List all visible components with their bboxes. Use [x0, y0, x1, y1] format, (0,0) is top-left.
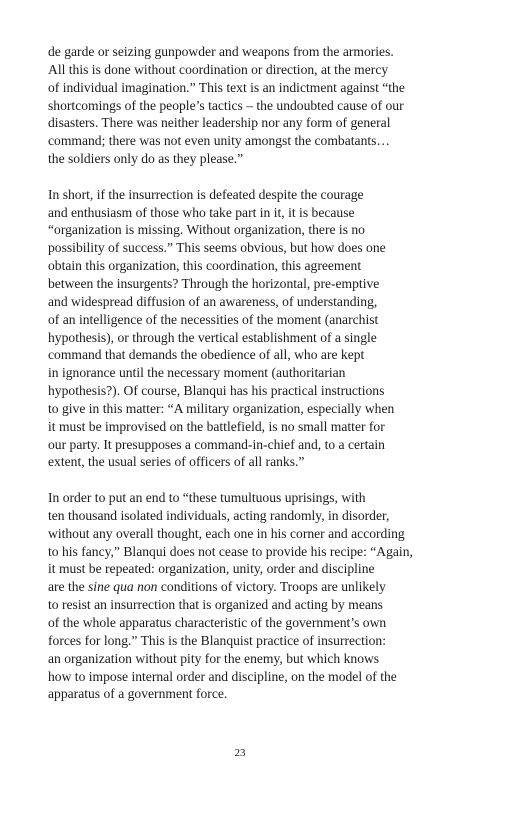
text-segment: hypothesis?). Of course, Blanqui has his practical instructions	[48, 383, 385, 399]
text-segment: All this is done without coordination or direction, at the mercy	[48, 61, 389, 77]
text-line	[48, 364, 438, 382]
text-segment: to resist an insurrection that is organized and acting by means	[48, 597, 383, 613]
text-segment: extent, the usual series of officers of all ranks.”	[48, 454, 305, 470]
text-line	[48, 204, 438, 222]
text-segment: apparatus of a government force.	[48, 686, 228, 702]
text-segment: in ignorance until the necessary moment (authoritarian	[48, 365, 346, 381]
text-line	[48, 97, 438, 115]
text-segment: command that demands the obedience of all, who are kept	[48, 347, 365, 363]
text-line	[48, 311, 438, 329]
text-line	[48, 507, 438, 525]
text-segment: and enthusiasm of those who take part in it, it is because	[48, 204, 355, 220]
text-segment: obtain this organization, this coordination, this agreement	[48, 258, 362, 274]
text-segment: it must be improvised on the battlefield, is no small matter for	[48, 418, 385, 434]
text-segment: “organization is missing. Without organization, there is no	[48, 222, 365, 238]
paragraph-gap	[48, 168, 438, 186]
text-line	[48, 525, 438, 543]
text-segment: of an intelligence of the necessities of the moment (anarchist	[48, 311, 379, 327]
text-segment: forces for long.” This is the Blanquist practice of insurrection:	[48, 632, 386, 648]
text-line	[48, 489, 438, 507]
paragraph-gap	[48, 471, 438, 489]
text-line	[48, 578, 438, 596]
text-line	[48, 685, 438, 703]
text-segment: de garde or seizing gunpowder and weapons from the armories.	[48, 44, 394, 59]
text-segment: command; there was not even unity amongst the combatants…	[48, 133, 391, 149]
text-line	[48, 257, 438, 275]
text-segment: are the	[48, 579, 88, 595]
text-segment: and widespread diffusion of an awareness, of understanding,	[48, 293, 378, 309]
text-line	[48, 596, 438, 614]
page-number: 23	[234, 747, 246, 759]
text-segment: ten thousand isolated individuals, acting randomly, in disorder,	[48, 507, 390, 523]
text-segment: possibility of success.” This seems obvious, but how does one	[48, 240, 386, 256]
text-segment: of individual imagination.” This text is an indictment against “the	[48, 79, 405, 95]
text-line	[48, 43, 438, 61]
text-line	[48, 239, 438, 257]
text-line	[48, 150, 438, 168]
text-line	[48, 650, 438, 668]
text-segment: to give in this matter: “A military organization, especially when	[48, 400, 395, 416]
text-segment: In short, if the insurrection is defeated despite the courage	[48, 186, 364, 202]
page-body	[48, 43, 438, 703]
text-line	[48, 668, 438, 686]
italic-text: sine qua non	[88, 579, 158, 595]
paragraph	[48, 489, 438, 703]
text-column	[48, 43, 438, 703]
text-line	[48, 186, 438, 204]
text-segment: an organization without pity for the enemy, but which knows	[48, 650, 380, 666]
text-line	[48, 436, 438, 454]
text-line	[48, 114, 438, 132]
text-line	[48, 221, 438, 239]
text-line	[48, 418, 438, 436]
paragraph	[48, 186, 438, 472]
text-segment: how to impose internal order and discipline, on the model of the	[48, 668, 397, 684]
text-line	[48, 560, 438, 578]
text-line	[48, 400, 438, 418]
text-segment: In order to put an end to “these tumultuous uprisings, with	[48, 490, 366, 506]
text-segment: between the insurgents? Through the horizontal, pre-emptive	[48, 275, 380, 291]
text-line	[48, 132, 438, 150]
text-segment: of the whole apparatus characteristic of the government’s own	[48, 615, 387, 630]
text-line	[48, 346, 438, 364]
text-line	[48, 329, 438, 347]
text-segment: our party. It presupposes a command-in-chief and, to a certain	[48, 436, 385, 452]
text-line	[48, 382, 438, 400]
text-segment: it must be repeated: organization, unity, order and discipline	[48, 561, 375, 577]
text-segment: disasters. There was neither leadership nor any form of general	[48, 115, 391, 131]
text-line	[48, 275, 438, 293]
text-line	[48, 61, 438, 79]
text-line	[48, 453, 438, 471]
text-line	[48, 614, 438, 632]
text-line	[48, 543, 438, 561]
text-segment: shortcomings of the people’s tactics – the undoubted cause of our	[48, 97, 404, 113]
paragraph	[48, 43, 438, 168]
text-segment: without any overall thought, each one in his corner and according	[48, 525, 405, 541]
text-segment: to his fancy,” Blanqui does not cease to provide his recipe: “Again,	[48, 543, 413, 559]
text-line	[48, 293, 438, 311]
text-line	[48, 632, 438, 650]
text-segment: conditions of victory. Troops are unlikely	[157, 579, 386, 595]
text-segment: the soldiers only do as they please.”	[48, 151, 244, 167]
text-segment: hypothesis), or through the vertical establishment of a single	[48, 329, 377, 345]
text-line	[48, 79, 438, 97]
